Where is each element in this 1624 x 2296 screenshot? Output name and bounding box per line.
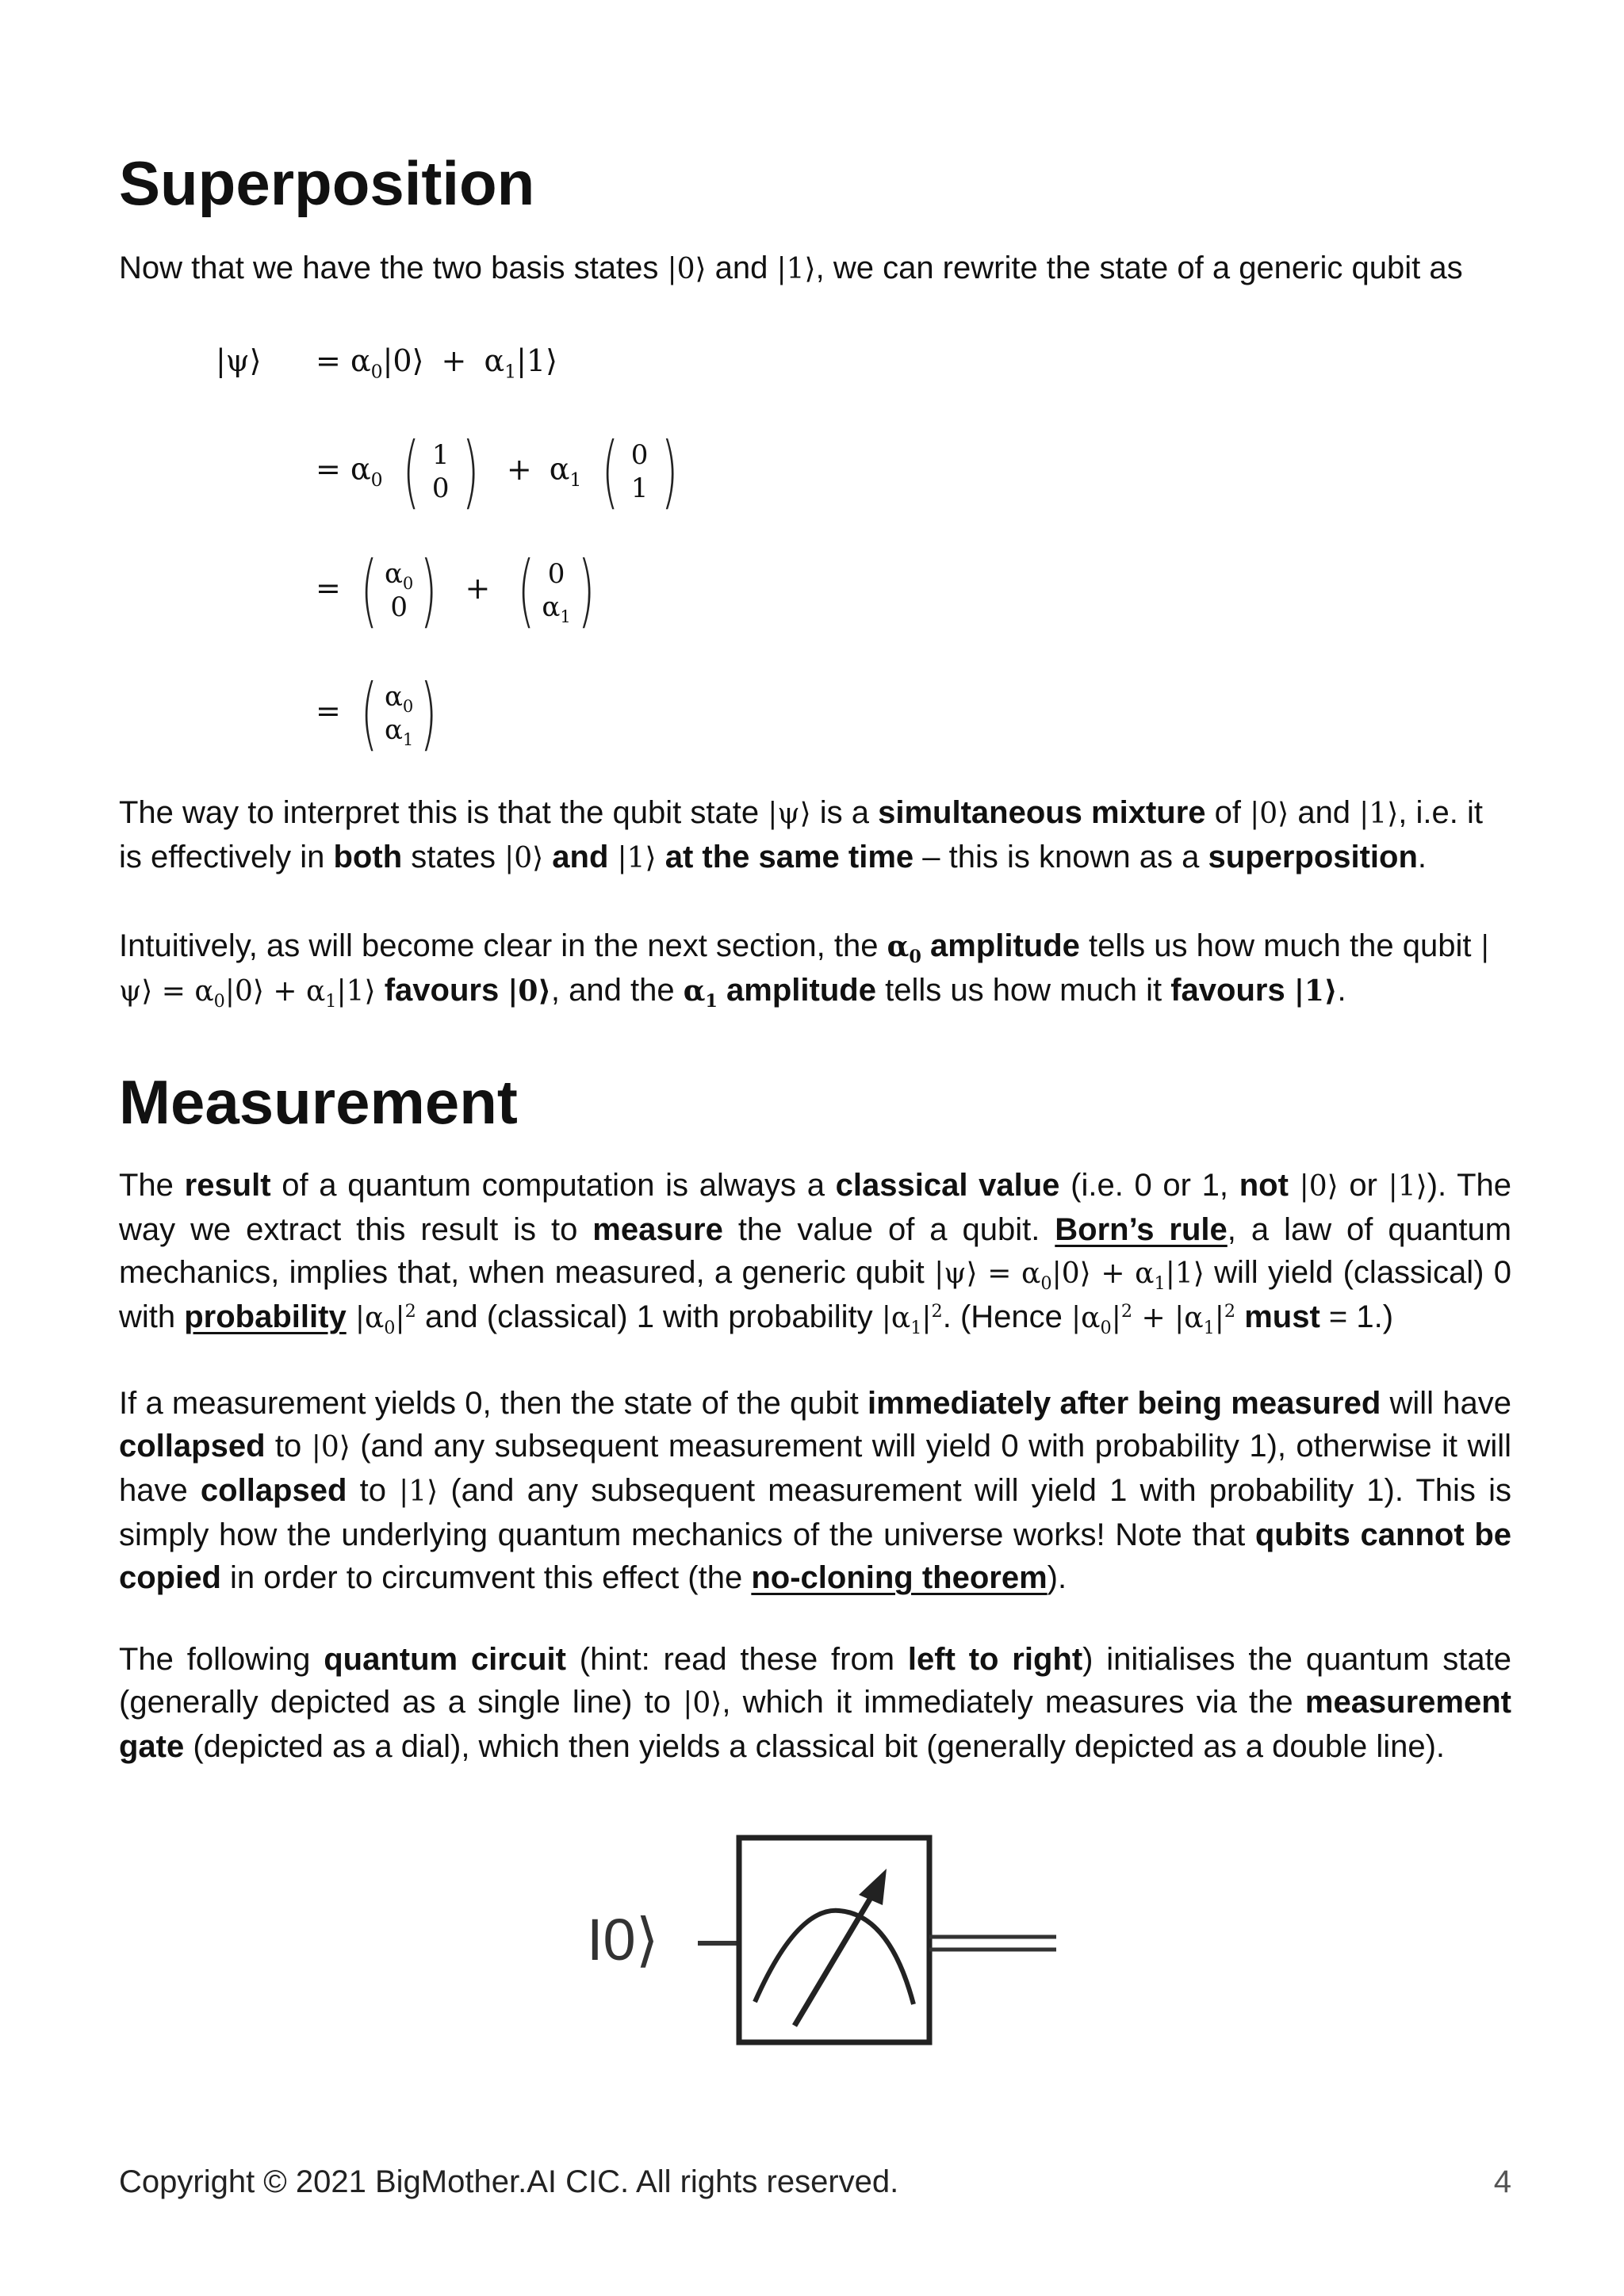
equation-lhs: |ψ⟩ bbox=[216, 343, 262, 378]
page-number: 4 bbox=[1493, 2164, 1511, 2199]
equation-line-1: |ψ⟩ = $\alpha_0|0⟩$ + $\alpha_1|1⟩$ bbox=[216, 343, 557, 383]
heading-superposition: Superposition bbox=[119, 148, 535, 218]
column-vector: ( $\alpha_0$ $\alpha_1$ ) bbox=[360, 667, 438, 760]
quantum-circuit-diagram bbox=[571, 1823, 1078, 2053]
footer-copyright: Copyright © 2021 BigMother.AI CIC. All rights reserved. bbox=[119, 2164, 899, 2199]
column-vector: ( 0 $\alpha_1$ ) bbox=[518, 544, 596, 637]
equation-line-4: = ( $\alpha_0$ $\alpha_1$ ) bbox=[0, 670, 1624, 757]
column-vector: ( 0 1 ) bbox=[601, 425, 678, 518]
measurement-paragraph-1: The result of a quantum computation is always a classical value (i.e. 0 or 1, not |0⟩ or |1⟩). The way we extract this result is to measure the value of a qubit. Born’s rule, a law of quantum mechanics, implies that, when measured, a generic qubit |ψ⟩ = $\alpha_0|0⟩$ + $\alpha_1|1⟩$ will yield (classical) 0 with probability $|\alpha_0|^2$ and (classical) 1 with probability $|\alpha_1|^2$. (Hence $|\alpha_0|^2 + |\alpha_1|^2$ must = 1.) bbox=[119, 1168, 1512, 1339]
circuit-input-label: I0⟩ bbox=[587, 1907, 659, 1973]
measurement-paragraph-2: If a measurement yields 0, then the state of the qubit immediately after being measured will have collapsed to |0⟩ (and any subsequent measurement will yield 0 with probability 1), otherwise it will have collapsed to |1⟩ (and any subsequent measurement will yield 1 with probability 1). This is simply how the underlying quantum mechanics of the universe works! Note that qubits cannot be copied in order to circumvent this effect (the no-cloning theorem). bbox=[119, 1386, 1512, 1595]
equation-line-2: = $\alpha_0$ ( 1 0 ) + $\alpha_1$ ( 0 1 ) bbox=[0, 428, 1624, 515]
measurement-paragraph-3: The following quantum circuit (hint: read these from left to right) initialises the quantum state (generally depicted as a single line) to |0⟩, which it immediately measures via the measurement gate (depicted as a dial), which then yields a classical bit (generally depicted as a double line). bbox=[119, 1642, 1512, 1764]
measurement-dial-icon bbox=[739, 1838, 929, 2042]
heading-measurement: Measurement bbox=[119, 1067, 518, 1137]
borns-rule-link[interactable]: Born’s rule bbox=[1055, 1212, 1228, 1247]
equation-line-3: = ( $\alpha_0$ 0 ) + ( 0 $\alpha_1$ ) bbox=[0, 547, 1624, 634]
no-cloning-theorem-link[interactable]: no-cloning theorem bbox=[751, 1560, 1048, 1595]
column-vector: ( $\alpha_0$ 0 ) bbox=[360, 544, 438, 637]
superposition-intuition: Intuitively, as will become clear in the next section, the $\alpha_0$ amplitude tells us how much the qubit |ψ⟩ = $\alpha_0|0⟩$ + $\alpha_1|1⟩$ favours |0⟩, and the $\alpha_1$ amplitude tells us how much it favours |1⟩. bbox=[119, 928, 1490, 1012]
probability-link[interactable]: probability bbox=[184, 1299, 347, 1334]
superposition-intro: Now that we have the two basis states |0⟩ and |1⟩, we can rewrite the state of a generic qubit as bbox=[119, 251, 1463, 285]
column-vector: ( 1 0 ) bbox=[402, 425, 479, 518]
superposition-interpretation: The way to interpret this is that the qubit state |ψ⟩ is a simultaneous mixture of |0⟩ and |1⟩, i.e. it is effectively in both states |0⟩ and |1⟩ at the same time – this is known as a superposition. bbox=[119, 795, 1483, 874]
